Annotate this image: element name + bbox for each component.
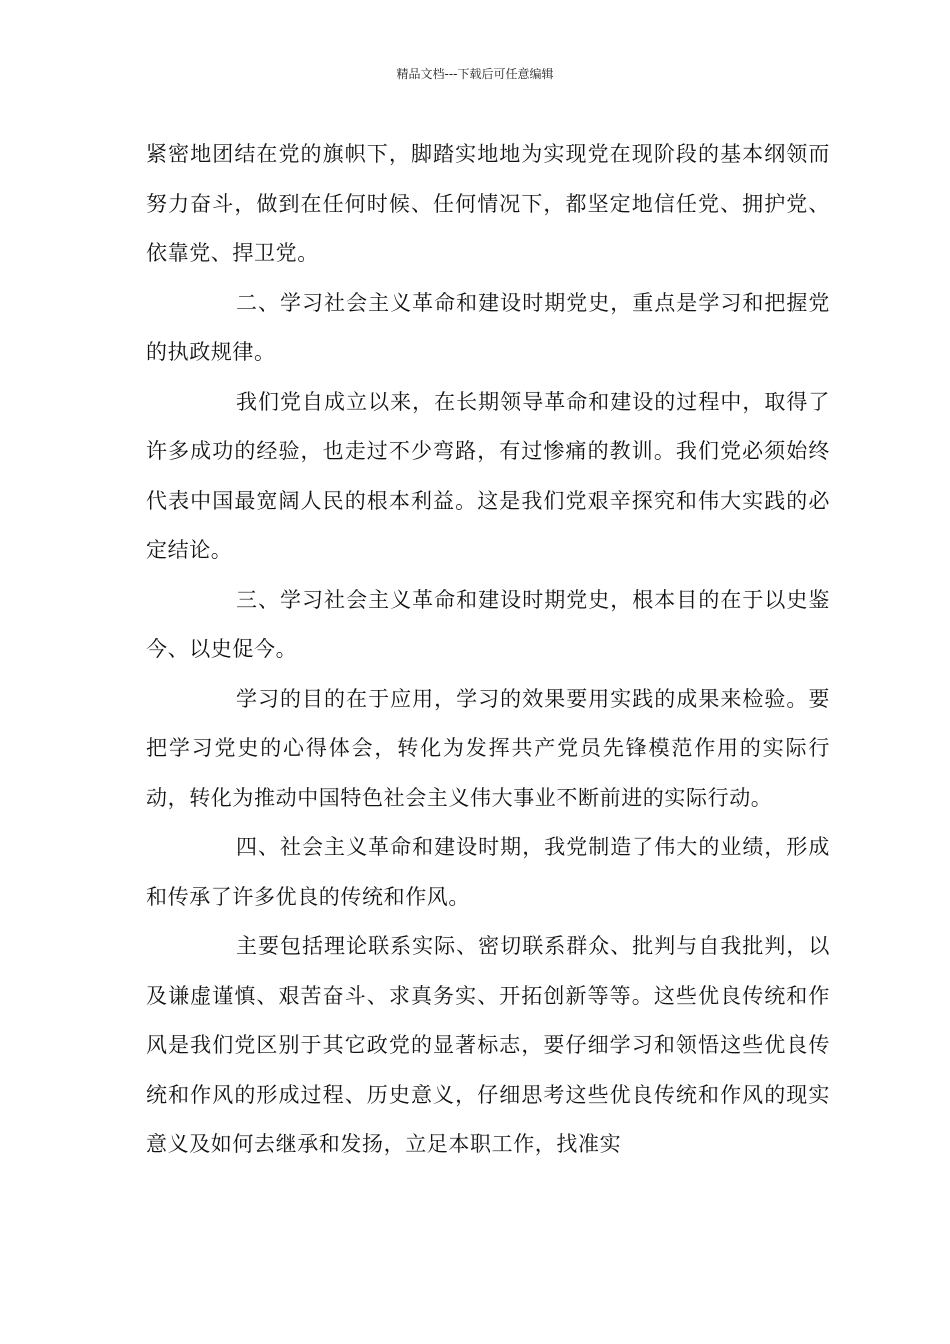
page-header: 精品文档---下载后可任意编辑 — [396, 67, 554, 81]
document-body — [146, 130, 830, 1170]
paragraph-2: 二、学习社会主义革命和建设时期党史，重点是学习和把握党的执政规律。 — [146, 290, 830, 364]
paragraph-4: 三、学习社会主义革命和建设时期党史，根本目的在于以史鉴今、以史促今。 — [146, 587, 830, 661]
paragraph-6: 四、社会主义革命和建设时期，我党制造了伟大的业绩，形成和传承了许多优良的传统和作风。 — [146, 835, 830, 909]
paragraph-5: 学习的目的在于应用，学习的效果要用实践的成果来检验。要把学习党史的心得体会，转化为发挥共产党员先锋模范作用的实际行动，转化为推动中国特色社会主义伟大事业不断前进的实际行动。 — [146, 686, 830, 810]
paragraph-7: 主要包括理论联系实际、密切联系群众、批判与自我批判，以及谦虚谨慎、艰苦奋斗、求真务实、开拓创新等等。这些优良传统和作风是我们党区别于其它政党的显著标志，要仔细学习和领悟这些优良传统和作风的形成过程、历史意义，仔细思考这些优良传统和作风的现实意义及如何去继承和发扬，立足本职工作，找准实 — [146, 934, 830, 1156]
paragraph-3: 我们党自成立以来，在长期领导革命和建设的过程中，取得了许多成功的经验，也走过不少弯路，有过惨痛的教训。我们党必须始终代表中国最宽阔人民的根本利益。这是我们党艰辛探究和伟大实践的必定结论。 — [146, 389, 830, 562]
paragraph-1: 紧密地团结在党的旗帜下，脚踏实地地为实现党在现阶段的基本纲领而努力奋斗，做到在任何时候、任何情况下，都坚定地信任党、拥护党、依靠党、捍卫党。 — [146, 142, 830, 265]
